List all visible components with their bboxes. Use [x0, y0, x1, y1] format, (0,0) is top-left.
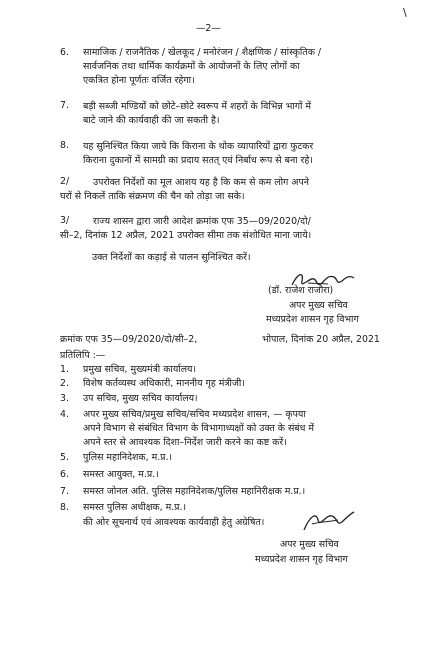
item-number: 6. [60, 47, 69, 58]
paragraph-2: उपरोक्त निर्देशों का मूल आशय यह है कि कम से कम लोग अपने घरों से निकलें ताकि संक्रमण की चैन को तोड़ा जा सके। [60, 177, 309, 202]
item-number: 7. [60, 100, 69, 111]
copy-number: 2. [60, 378, 69, 389]
copy-item: विशेष कर्तव्यस्थ अधिकारी, माननीय गृह मंत्रीजी। [83, 378, 245, 389]
signatory-department: मध्यप्रदेश शासन गृह विभाग [266, 314, 359, 325]
compliance-instruction: उक्त निर्देशों का कड़ाई से पालन सुनिश्चित करें। [92, 252, 251, 263]
copy-item: पुलिस महानिदेशक, म.प्र.। [83, 452, 173, 463]
reference-date: भोपाल, दिनांक 20 अप्रैल, 2021 [262, 334, 380, 345]
copy-item: समस्त पुलिस अधीक्षक, म.प्र.। [83, 502, 187, 513]
copy-number: 7. [60, 486, 69, 497]
closing-line: की ओर सूचनार्थ एवं आवश्यक कार्यवाही हेतु अग्रेषित। [83, 517, 265, 528]
signatory-designation-2: अपर मुख्य सचिव [280, 539, 339, 550]
copy-number: 6. [60, 469, 69, 480]
copy-number: 8. [60, 502, 69, 513]
paragraph-number: 2/ [60, 176, 70, 187]
copy-number: 3. [60, 393, 69, 404]
copy-number: 1. [60, 364, 69, 375]
copy-number: 4. [60, 409, 69, 420]
copy-item: उप सचिव, मुख्य सचिव कार्यालय। [83, 393, 198, 404]
reference-number: क्रमांक एफ 35—09/2020/दो/सी–2, [60, 334, 198, 345]
copy-item: अपर मुख्य सचिव/प्रमुख सचिव/सचिव मध्यप्रदेश शासन, — कृपया अपने विभाग से संबंधित विभाग के विभागाध्यक्षों को उक्त के संबंध में अपने स्तर से आवश्यक दिशा–निर्देश जारी करने का कष्ट करें। [83, 409, 314, 448]
corner-mark: \ [403, 6, 407, 19]
copy-item: प्रमुख सचिव, मुख्यमंत्री कार्यालय। [83, 364, 197, 375]
copy-heading: प्रतिलिपि :— [60, 350, 106, 361]
list-item: बड़ी सब्जी मण्डियों को छोटे–छोटे स्वरूप में शहरों के विभिन्न भागों में बाटे जाने की कार्यवाही की जा सकती है। [83, 101, 312, 126]
list-item: यह सुनिश्चित किया जाये कि किराना के थोक व्यापारियों द्वारा फुटकर किराना दुकानों में सामग्री का प्रदाय सतत् एवं निर्बाध रूप से बना रहे। [83, 141, 314, 166]
copy-item: समस्त जोनल अति. पुलिस महानिदेशक/पुलिस महानिरीक्षक म.प्र.। [83, 486, 306, 497]
page-number: —2— [196, 23, 221, 34]
copy-item: समस्त आयुक्त, म.प्र.। [83, 469, 159, 480]
item-number: 8. [60, 140, 69, 151]
paragraph-number: 3/ [60, 215, 70, 226]
copy-number: 5. [60, 452, 69, 463]
list-item: सामाजिक / राजनैतिक / खेलकूद / मनोरंजन / शैक्षणिक / सांस्कृतिक / सार्वजनिक तथा धार्मिक कार्यक्रमों के आयोजनों के लिए लोगों का एकत्रित होना पूर्णतः वर्जित रहेगा। [83, 47, 322, 86]
signatory-department-2: मध्यप्रदेश शासन गृह विभाग [255, 554, 348, 565]
signature-scribble-2 [298, 508, 358, 534]
paragraph-3: राज्य शासन द्वारा जारी आदेश क्रमांक एफ 35—09/2020/दो/ सी–2, दिनांक 12 अप्रैल, 2021 उपरोक्त सीमा तक संशोधित माना जाये। [60, 216, 312, 241]
signatory-name: (डॉ. राजेश राजौरा) [268, 285, 334, 296]
signatory-designation: अपर मुख्य सचिव [289, 300, 348, 311]
